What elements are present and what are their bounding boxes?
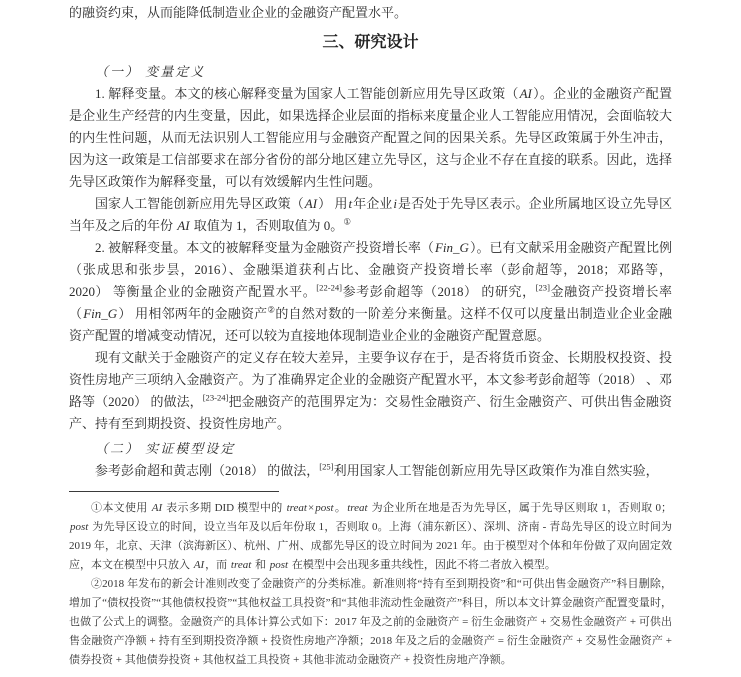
paragraph-pilot-zone-policy: 国家人工智能创新应用先导区政策（AI） 用t年企业i是否处于先导区表示。企业所属地区设立先导区当年及之后的年份 AI 取值为 1，否则取值为 0。① — [69, 196, 672, 233]
paragraph-model-setup: 参考彭俞超和黄志刚（2018） 的做法，[25]利用国家人工智能创新应用先导区政策作为准自然实验， — [95, 461, 659, 478]
paragraph-explained-variable: 2. 被解释变量。本文的被解释变量为金融资产投资增长率（Fin_G）。已有文献采用金融资产配置比例（张成思和张步昙，2016）、金融渠道获利占比、金融资产投资增长率（彭俞超等，2018；邓路等，2020） 等衡量企业的金融资产配置水平。[22-24]参考彭俞超等（2018） 的研究，[23]金融资产投资增长率（Fin_G） 用相邻两年的金融资产②的自然对数的一阶差分来衡量。这样不仅可以度量出制造业企业金融资产配置的增减变动情况，还可以较为直接地体现制造业企业的金融资产配置意愿。 — [69, 240, 672, 343]
footnote-divider — [69, 491, 279, 492]
section-heading: 三、研究设计 — [322, 34, 419, 51]
paragraph-explanatory-variable: 1. 解释变量。本文的核心解释变量为国家人工智能创新应用先导区政策（AI）。企业的金融资产配置是企业生产经营的内生变量，因此，如果选择企业层面的指标来度量企业人工智能应用情况，会面临较大的内生性问题，从而无法识别人工智能应用与金融资产配置之间的因果关系。先导区政策属于外生冲击，因为这一政策是工信部要求在部分省份的部分地区建立先导区，这与企业不存在直接的联系。因此，选择先导区政策作为解释变量，可以有效缓解内生性问题。 — [69, 86, 672, 189]
subsection-heading-variable-definition: （一） 变量定义 — [95, 64, 206, 79]
paragraph-continuation: 的融资约束，从而能降低制造业企业的金融资产配置水平。 — [69, 5, 408, 20]
subsection-heading-empirical-model: （二） 实证模型设定 — [95, 441, 236, 456]
footnote-2: ②2018 年发布的新会计准则改变了金融资产的分类标准。新准则将“持有至到期投资”和“可供出售金融资产”科目删除，增加了“债权投资”“其他债权投资”“其他权益工具投资”和“其他非流动性金融资产”科目，所以本文计算金融资产配置变量时，也做了公式上的调整。金融资产的具体计算公式如下：2017 年及之前的金融资产 = 衍生金融资产 + 交易性金融资产 + 可供出售金融资产净额 + 持有至到期投资净额 + 投资性房地产净额；2018 年及之后的金融资产 = 衍生金融资产 + 交易性金融资产 + 债券投资 + 其他债券投资 + 其他权益工具投资 + 其他非流动金融资产 + 投资性房地产净额。 — [69, 578, 672, 666]
paragraph-financial-asset-definition: 现有文献关于金融资产的定义存在较大差异，主要争议存在于，是否将货币资金、长期股权投资、投资性房地产三项纳入金融资产。为了准确界定企业的金融资产配置水平，本文参考彭俞超等（2018） 、邓路等（2020） 的做法，[23-24]把金融资产的范围界定为：交易性金融资产、衍生金融资产、可供出售金融资产、持有至到期投资、投资性房地产。 — [69, 350, 672, 431]
footnote-1: ①本文使用 AI 表示多期 DID 模型中的 treat×post。treat 为企业所在地是否为先导区，属于先导区则取 1，否则取 0；post 为先导区设立的时间，设立当年及以后年份取 1，否则取 0。上海（浦东新区）、深圳、济南 - 青岛先导区的设立时间为2019 年，北京、天津（滨海新区）、杭州、广州、成都先导区的设立时间为 2021 年。由于模型对个体和年份做了双向固定效应，本文在模型中只放入 AI，而 treat 和 post 在模型中会出现多重共线性，因此不将二者放入模型。 — [69, 502, 672, 571]
